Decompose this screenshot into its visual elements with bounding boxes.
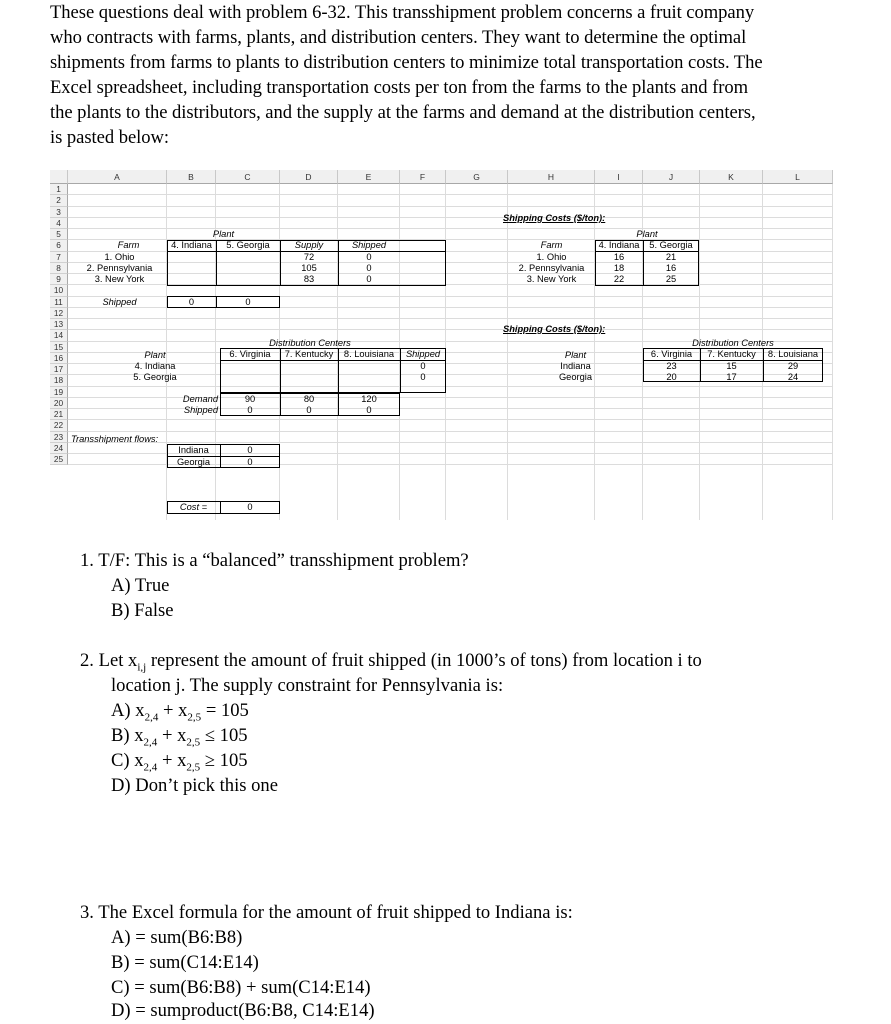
q2-opt-sub: 2,5 [186,736,201,749]
plant-georgia-header: 5. Georgia [226,240,270,250]
q2-option-d: D) Don’t pick this one [111,775,278,796]
gridline [68,194,833,195]
gridline [68,318,833,319]
q3-option-a: A) = sum(B6:B8) [111,927,243,948]
row-header[interactable]: 1 [50,184,68,195]
q2-opt-text: + x [157,725,187,746]
q2-text: represent the amount of fruit shipped (in 1000’s of tons) from location i to [146,650,702,671]
row-header[interactable]: 18 [50,375,68,386]
tflow-value: 0 [247,445,253,455]
column-header[interactable]: I [595,170,643,184]
plant-label: 4. Indiana [134,361,176,371]
plant-label: Georgia [558,372,593,382]
q2-opt-text: = 105 [201,700,249,721]
q2-opt-text: ≤ 105 [200,725,248,746]
farm-shipped-value: 0 [366,263,372,273]
row-header[interactable]: 20 [50,398,68,409]
q1-option-b: B) False [111,600,174,621]
row-header[interactable]: 23 [50,432,68,443]
q3-option-c: C) = sum(B6:B8) + sum(C14:E14) [111,977,371,998]
plant-indiana-header: 4. Indiana [171,240,212,250]
column-header[interactable]: J [643,170,700,184]
shipped-header: Shipped [405,349,441,359]
column-header[interactable]: A [68,170,167,184]
row-header[interactable]: 19 [50,387,68,398]
cost-value: 18 [613,263,625,273]
column-header[interactable]: K [700,170,763,184]
row-header[interactable]: 9 [50,274,68,285]
row-header[interactable]: 11 [50,297,68,308]
row-header[interactable]: 16 [50,353,68,364]
plant-label: Indiana [560,361,591,371]
intro-line: These questions deal with problem 6-32. This transshipment problem concerns a fruit company [50,2,755,23]
dc-kentucky-header: 7. Kentucky [284,349,334,359]
shipping-costs-title: Shipping Costs ($/ton): [503,213,606,223]
demand-value: 80 [303,394,315,404]
row-header[interactable]: 4 [50,218,68,229]
supply-value: 105 [301,263,317,273]
dc-kentucky-header: 7. Kentucky [707,349,756,359]
dc-louisiana-header: 8. Louisiana [767,349,819,359]
shipped-c: 0 [245,297,251,307]
q2-opt-sub: 2,5 [187,711,202,724]
column-header[interactable]: B [167,170,216,184]
q2-line-2: location j. The supply constraint for Pennsylvania is: [111,675,504,696]
cost-value: 25 [665,274,677,284]
q3-option-b: B) = sum(C14:E14) [111,952,259,973]
dc-louisiana-header: 8. Louisiana [343,349,395,359]
cost-value: 16 [665,263,677,273]
q2-opt-text: A) x [111,700,145,721]
transshipment-label: Transshipment flows: [71,434,159,444]
cost-value: 21 [665,252,677,262]
q2-opt-sub: 2,4 [143,761,158,774]
shipped-row-label: Shipped [102,297,137,307]
tflow-name: Georgia [176,457,211,467]
gridline [68,329,833,330]
plant-shipped-value: 0 [420,372,426,382]
row-header[interactable]: 17 [50,364,68,375]
intro-line: Excel spreadsheet, including transportation costs per ton from the farms to the plants and from [50,77,749,98]
q3-option-d: D) = sumproduct(B6:B8, C14:E14) [111,1000,375,1021]
q2-opt-sub: 2,5 [186,761,201,774]
row-header[interactable]: 24 [50,443,68,454]
q2-opt-text: C) x [111,750,144,771]
row-header[interactable]: 14 [50,330,68,341]
farm-shipped-value: 0 [366,274,372,284]
column-header[interactable]: G [446,170,508,184]
gridline [68,217,833,218]
cost-value: 0 [247,502,253,512]
farm-header: Farm [540,240,563,250]
dc-shipped-value: 0 [366,405,372,415]
plant-shipped-value: 0 [420,361,426,371]
gridline [68,206,833,207]
cost-value: 16 [613,252,625,262]
row-header[interactable]: 22 [50,420,68,431]
farm-label: 1. Ohio [104,252,135,262]
row-header[interactable]: 6 [50,240,68,251]
q2-opt-text: ≥ 105 [200,750,248,771]
q2-subscript: i,j [137,661,147,674]
cost-value: 15 [726,361,737,371]
row-header[interactable]: 13 [50,319,68,330]
cost-value: 23 [666,361,677,371]
spreadsheet-image [50,170,833,520]
row-header[interactable]: 10 [50,285,68,296]
column-header[interactable]: D [280,170,338,184]
intro-line: who contracts with farms, plants, and distribution centers. They want to determine the optimal [50,27,747,48]
intro-line: is pasted below: [50,127,170,148]
row-header[interactable]: 8 [50,263,68,274]
dc-virginia-header: 6. Virginia [650,349,693,359]
row-header[interactable]: 7 [50,252,68,263]
dc-shipped-value: 0 [247,405,253,415]
question-3: 3. The Excel formula for the amount of fruit shipped to Indiana is: [80,902,573,923]
plant-header: Plant [212,229,235,239]
q2-opt-text: + x [157,750,187,771]
row-header[interactable]: 5 [50,229,68,240]
dc-shipped-value: 0 [306,405,312,415]
q2-opt-sub: 2,4 [144,711,159,724]
q2-opt-text: B) x [111,725,144,746]
supply-header: Supply [294,240,324,250]
intro-line: the plants to the distributors, and the supply at the farms and demand at the distribution centers, [50,102,756,123]
dc-header: Distribution Centers [269,338,351,348]
tflow-name: Indiana [178,445,209,455]
row-header[interactable]: 15 [50,342,68,353]
demand-value: 90 [244,394,256,404]
gridline [68,431,833,432]
supply-value: 83 [303,274,315,284]
column-header[interactable]: C [216,170,280,184]
farm-label: 2. Pennsylvania [86,263,153,273]
cost-label: Cost = [179,502,208,512]
farm-shipped-value: 0 [366,252,372,262]
plant-georgia-header: 5. Georgia [649,240,693,250]
intro-line: shipments from farms to plants to distribution centers to minimize total transportation costs. The [50,52,763,73]
question-1: 1. T/F: This is a “balanced” transshipment problem? [80,550,469,571]
row-header[interactable]: 3 [50,207,68,218]
q1-option-a: A) True [111,575,170,596]
column-header[interactable]: L [763,170,833,184]
demand-label: Demand [182,394,218,404]
farm-label: 3. New York [94,274,145,284]
row-header[interactable]: 25 [50,454,68,465]
cost-value: 22 [613,274,625,284]
demand-value: 120 [361,394,377,404]
row-header[interactable]: 12 [50,308,68,319]
cost-value: 29 [787,361,799,371]
q2-opt-text: + x [158,700,188,721]
shipped-b: 0 [188,297,195,307]
supply-value: 72 [303,252,315,262]
farm-label: 1. Ohio [536,252,567,262]
shipping-costs-title-2: Shipping Costs ($/ton): [503,324,606,334]
select-all-corner [50,170,68,184]
intro-paragraph [50,0,840,150]
q2-opt-sub: 2,4 [143,736,158,749]
plant-indiana-header: 4. Indiana [598,240,640,250]
gridline [68,419,833,420]
plant-header: Plant [636,229,658,239]
farm-label: 2. Pennsylvania [518,263,585,273]
column-header[interactable]: H [508,170,595,184]
cost-value: 20 [666,372,677,382]
cost-value: 24 [787,372,799,382]
plant-header: Plant [564,350,587,360]
gridline [68,386,833,387]
farm-header: Farm [117,240,140,250]
dc-header: Distribution Centers [692,338,774,348]
column-header[interactable]: F [400,170,446,184]
q2-text: 2. Let x [80,650,138,671]
column-header[interactable]: E [338,170,400,184]
dc-shipped-label: Shipped [183,405,218,415]
farm-label: 3. New York [526,274,577,284]
row-header[interactable]: 21 [50,409,68,420]
dc-virginia-header: 6. Virginia [229,349,271,359]
gridline [68,442,833,443]
shipped-header: Shipped [351,240,387,250]
cost-value: 17 [726,372,737,382]
row-header[interactable]: 2 [50,195,68,206]
plant-label: 5. Georgia [133,372,177,382]
plant-header: Plant [144,350,166,360]
tflow-value: 0 [247,457,253,467]
